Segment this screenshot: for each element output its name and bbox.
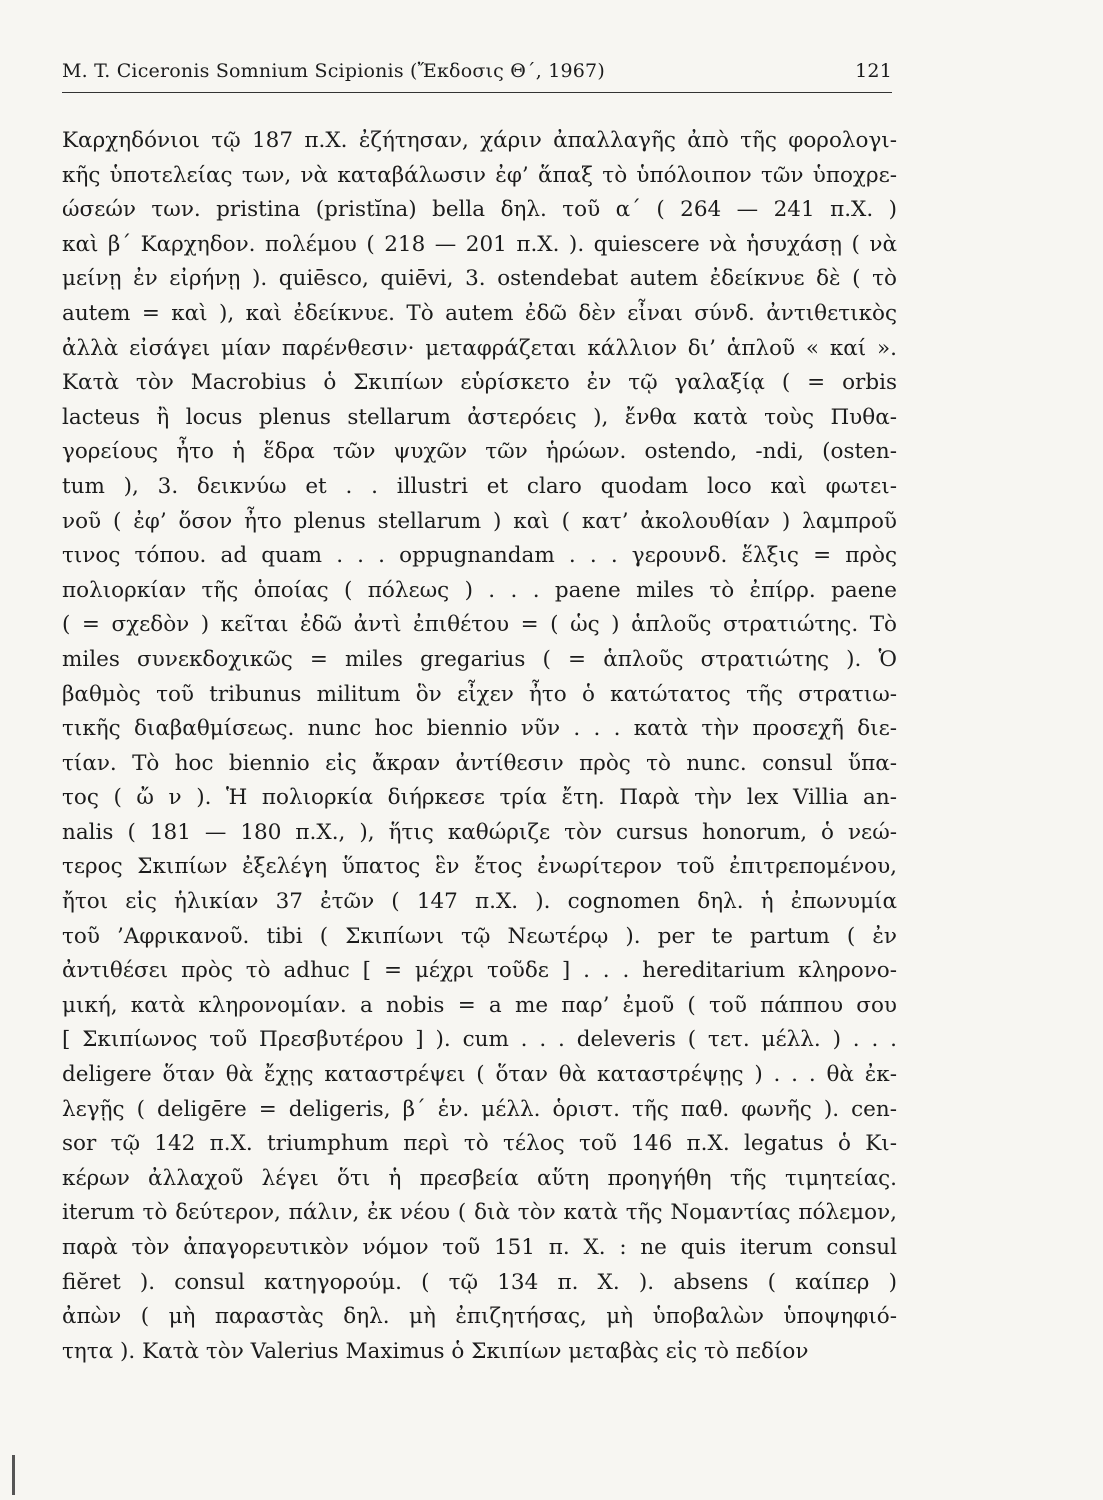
commentary-text <box>62 124 897 1369</box>
text-line: μείνῃ ἐν εἰρήνῃ ). quiēsco, quiēvi, 3. ostendebat autem ἐδείκνυε δὲ ( τὸ <box>62 266 897 292</box>
text-line: ( = σχεδὸν ) κεῖται ἐδῶ ἀντὶ ἐπιθέτου = ( ὡς ) ἁπλοῦς στρατιώτης. Τὸ <box>62 612 897 638</box>
text-line: τικῆς διαβαθμίσεως. nunc hoc biennio νῦν . . . κατὰ τὴν προσεχῆ διε- <box>62 716 897 742</box>
text-line: πολιορκίαν τῆς ὁποίας ( πόλεως ) . . . paene miles τὸ ἐπίρρ. paene <box>62 577 897 603</box>
text-line: τος ( ὤ ν ). Ἡ πολιορκία διήρκεσε τρία ἔτη. Παρὰ τὴν lex Villia an- <box>62 785 897 811</box>
text-line: deligere ὅταν θὰ ἔχῃς καταστρέψει ( ὅταν θὰ καταστρέψῃς ) . . . θὰ ἐκ- <box>62 1062 897 1088</box>
text-line: iterum τὸ δεύτερον, πάλιν, ἐκ νέου ( διὰ τὸν κατὰ τῆς Νομαντίας πόλεμον, <box>62 1200 897 1226</box>
text-line: tum ), 3. δεικνύω et . . illustri et claro quodam loco καὶ φωτει- <box>62 473 897 499</box>
text-line: Καρχηδόνιοι τῷ 187 π.Χ. ἐζήτησαν, χάριν ἀπαλλαγῆς ἀπὸ τῆς φορολογι- <box>62 128 897 153</box>
text-line: βαθμὸς τοῦ tribunus militum ὃν εἶχεν ἦτο ὁ κατώτατος τῆς στρατιω- <box>62 681 897 707</box>
text-line: [ Σκιπίωνος τοῦ Πρεσβυτέρου ] ). cum . . . deleveris ( τετ. μέλλ. ) . . . <box>62 1027 897 1053</box>
text-line: τίαν. Τὸ hoc biennio εἰς ἄκραν ἀντίθεσιν πρὸς τὸ nunc. consul ὕπα- <box>62 750 897 776</box>
text-line: miles συνεκδοχικῶς = miles gregarius ( = ἁπλοῦς στρατιώτης ). Ὁ <box>62 646 897 672</box>
scan-edge-mark <box>12 1455 15 1495</box>
text-line: lacteus ἢ locus plenus stellarum ἀστερόεις ), ἔνθα κατὰ τοὺς Πυθα- <box>62 404 897 430</box>
page-number: 121 <box>855 60 892 82</box>
running-head <box>62 60 892 82</box>
text-line: sor τῷ 142 π.Χ. triumphum περὶ τὸ τέλος τοῦ 146 π.Χ. legatus ὁ Κι- <box>62 1131 897 1157</box>
text-line: ώσεών των. pristina (pristĭna) bella δηλ. τοῦ α΄ ( 264 — 241 π.Χ. ) <box>62 197 897 223</box>
text-line: τητα ). Κατὰ τὸν Valerius Maximus ὁ Σκιπίων μεταβὰς εἰς τὸ πεδίον <box>62 1338 809 1364</box>
text-line: κῆς ὑποτελείας των, νὰ καταβάλωσιν ἐφ’ ἅπαξ τὸ ὑπόλοιπον τῶν ὑποχρε- <box>62 162 897 188</box>
header-rule <box>62 92 892 93</box>
text-line: παρὰ τὸν ἀπαγορευτικὸν νόμον τοῦ 151 π. Χ. : ne quis iterum consul <box>62 1235 897 1260</box>
text-line: Κατὰ τὸν Macrobius ὁ Σκιπίων εὑρίσκετο ἐν τῷ γαλαξίᾳ ( = orbis <box>62 370 897 396</box>
text-line: autem = καὶ ), καὶ ἐδείκνυε. Τὸ autem ἐδῶ δὲν εἶναι σύνδ. ἀντιθετικὸς <box>62 300 897 326</box>
text-line: ἀπὼν ( μὴ παραστὰς δηλ. μὴ ἐπιζητήσας, μὴ ὑποβαλὼν ὑποψηφιό- <box>62 1304 897 1330</box>
text-line: fiĕret ). consul κατηγορούμ. ( τῷ 134 π. Χ. ). absens ( καίπερ ) <box>62 1269 897 1295</box>
text-line: τινος τόπου. ad quam . . . oppugnandam . . . γερουνδ. ἕλξις = πρὸς <box>62 543 897 569</box>
text-line: μική, κατὰ κληρονομίαν. a nobis = a me παρ’ ἐμοῦ ( τοῦ πάππου σου <box>62 992 897 1018</box>
text-line: ἀντιθέσει πρὸς τὸ adhuc [ = μέχρι τοῦδε ] . . . hereditarium κληρονο- <box>62 958 897 984</box>
text-line: ἀλλὰ εἰσάγει μίαν παρένθεσιν· μεταφράζεται κάλλιον δι’ ἁπλοῦ « καί ». <box>62 335 897 361</box>
text-line: κέρων ἀλλαχοῦ λέγει ὅτι ἡ πρεσβεία αὕτη προηγήθη τῆς τιμητείας. <box>62 1165 897 1191</box>
text-line: νοῦ ( ἐφ’ ὅσον ἦτο plenus stellarum ) καὶ ( κατ’ ἀκολουθίαν ) λαμπροῦ <box>62 508 897 534</box>
text-line: γορείους ἦτο ἡ ἕδρα τῶν ψυχῶν τῶν ἡρώων. ostendo, -ndi, (osten- <box>62 439 897 465</box>
text-line: ἤτοι εἰς ἡλικίαν 37 ἐτῶν ( 147 π.Χ. ). cognomen δηλ. ἡ ἐπωνυμία <box>62 889 897 915</box>
running-title: M. T. Ciceronis Somnium Scipionis (Ἔκδοσις Θ΄, 1967) <box>62 60 605 82</box>
text-line: λεγῇς ( deligēre = deligeris, β΄ ἑν. μέλλ. ὁριστ. τῆς παθ. φωνῆς ). cen- <box>62 1096 897 1122</box>
text-line: καὶ β΄ Καρχηδον. πολέμου ( 218 — 201 π.Χ. ). quiescere νὰ ἡσυχάσῃ ( νὰ <box>62 231 897 257</box>
text-line: nalis ( 181 — 180 π.Χ., ), ἥτις καθώριζε τὸν cursus honorum, ὁ νεώ- <box>62 819 897 845</box>
text-line: τοῦ ’Αφρικανοῦ. tibi ( Σκιπίωνι τῷ Νεωτέρῳ ). per te partum ( ἐν <box>62 923 897 949</box>
text-line: τερος Σκιπίων ἐξελέγη ὕπατος ἓν ἔτος ἐνωρίτερον τοῦ ἐπιτρεπομένου, <box>62 854 897 880</box>
